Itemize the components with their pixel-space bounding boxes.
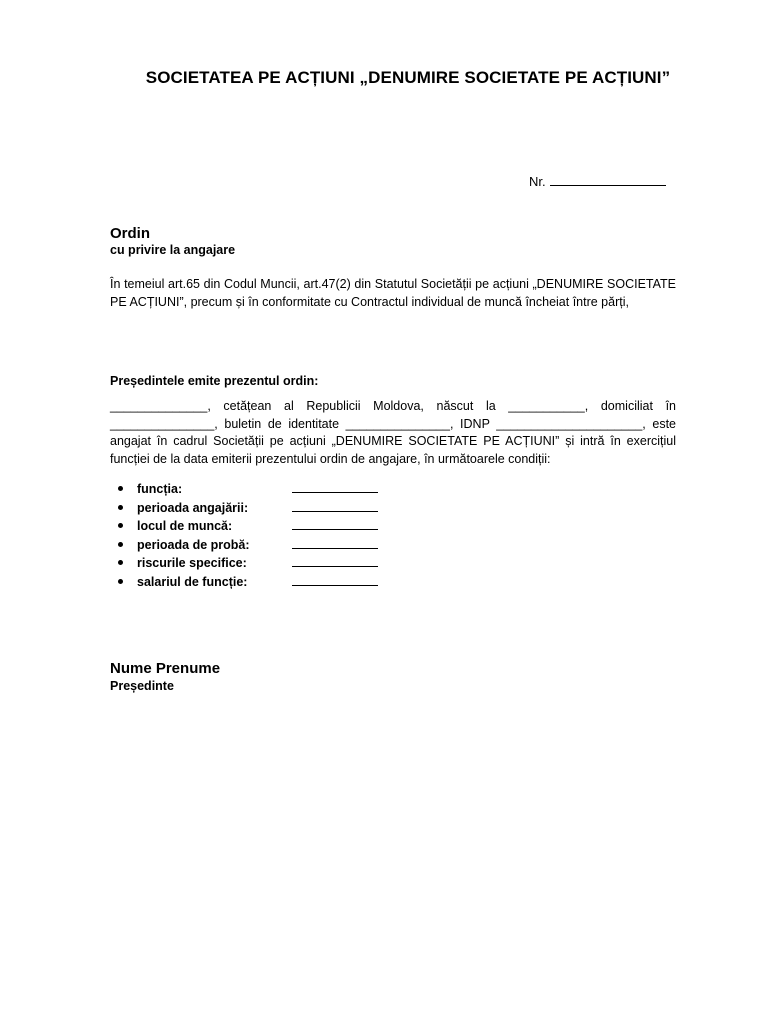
condition-label: salariul de funcție:	[137, 574, 248, 589]
order-title: Ordin	[110, 225, 150, 242]
employment-paragraph: ______________, cetățean al Republicii Moldova, născut la ___________, domiciliat în _______________, buletin de identitate _______________, IDNP _____________________, este angajat în cadrul Societății pe acțiuni „DENUMIRE SOCIETATE PE ACȚIUNI” și intră în exercițiul funcției de la data emiterii prezentului ordin de angajare, în următoarele condiții:	[110, 399, 676, 466]
legal-basis-paragraph: În temeiul art.65 din Codul Muncii, art.47(2) din Statutul Societății pe acțiuni „DENUMIRE SOCIETATE PE ACȚIUNI”, precum și în conformitate cu Contractul individual de muncă încheiat între părți,	[110, 277, 676, 309]
order-number	[529, 174, 666, 189]
condition-blank	[292, 536, 378, 549]
bullet-icon	[118, 536, 137, 555]
condition-item	[118, 499, 378, 518]
order-subtitle: cu privire la angajare	[110, 243, 236, 257]
condition-blank	[292, 573, 378, 586]
bullet-icon	[118, 573, 137, 592]
signatory-name: Nume Prenume	[110, 660, 221, 677]
company-title: SOCIETATEA PE ACȚIUNI „DENUMIRE SOCIETATE PE ACȚIUNI”	[145, 68, 671, 87]
condition-blank	[292, 554, 378, 567]
condition-blank	[292, 480, 378, 493]
condition-label: perioada angajării:	[137, 500, 249, 515]
condition-item	[118, 554, 378, 573]
condition-item	[118, 573, 378, 592]
condition-item	[118, 536, 378, 555]
order-number-blank	[550, 174, 666, 186]
condition-item	[118, 480, 378, 499]
bullet-icon	[118, 480, 137, 499]
order-number-label: Nr.	[529, 174, 546, 189]
condition-label: perioada de probă:	[137, 537, 250, 552]
bullet-icon	[118, 499, 137, 518]
condition-label: locul de muncă:	[137, 519, 233, 533]
condition-blank	[292, 499, 378, 512]
conditions-list	[118, 480, 378, 591]
bullet-icon	[118, 554, 137, 573]
condition-label: funcția:	[137, 482, 183, 496]
issuance-heading: Președintele emite prezentul ordin:	[110, 374, 319, 388]
bullet-icon	[118, 517, 137, 536]
signatory-role: Președinte	[110, 679, 174, 693]
condition-blank	[292, 517, 378, 530]
condition-label: riscurile specifice:	[137, 556, 247, 570]
condition-item	[118, 517, 378, 536]
